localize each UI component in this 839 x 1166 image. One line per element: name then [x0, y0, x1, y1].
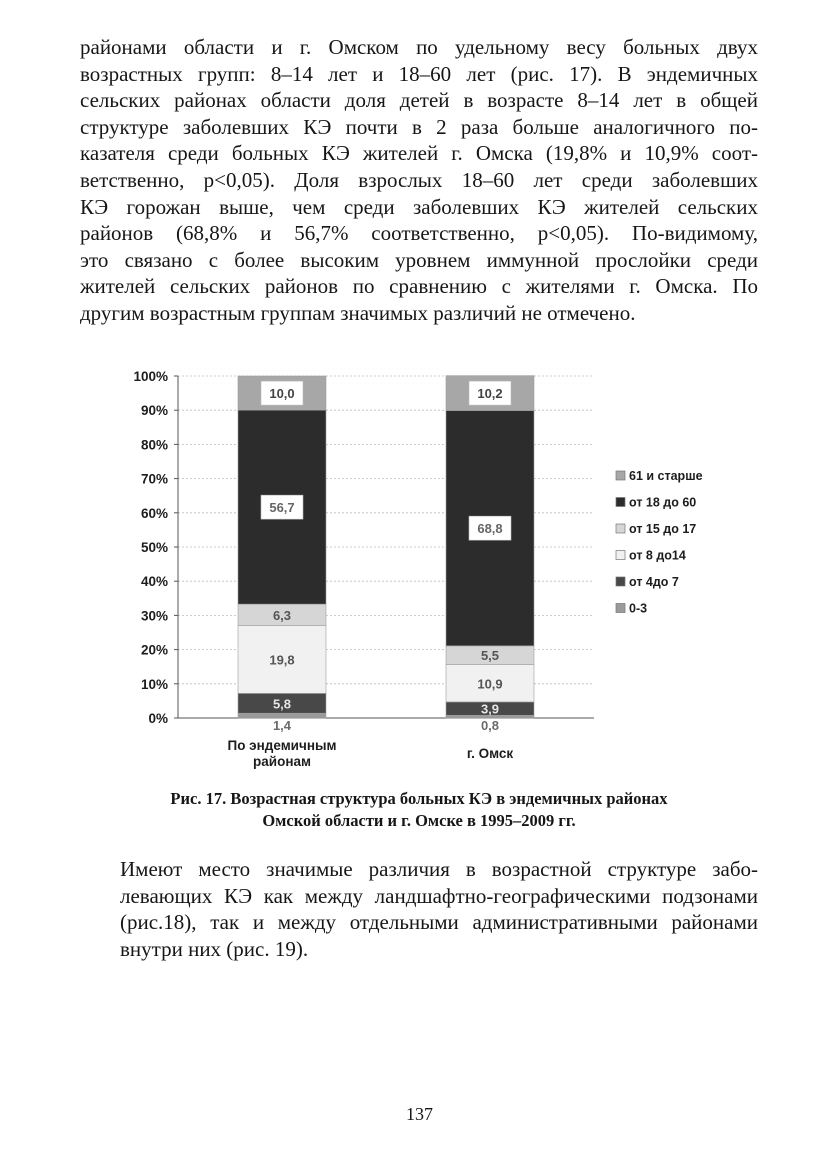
text-line: жителей сельских районов по сравнению с жителями г. Омска. По [80, 274, 758, 299]
text-line: другим возрастным группам значимых различий не отмечено. [80, 300, 636, 325]
legend-entry: от 8 до14 [629, 548, 686, 563]
text-line: Имеют место значимые различия в возрастной структуре забо- [120, 857, 758, 881]
legend-swatch [616, 498, 625, 507]
text-line: сельских районах области доля детей в возрасте 8–14 лет в общей [80, 88, 758, 113]
text-line: КЭ горожан выше, чем среди заболевших КЭ жителей сельских [80, 194, 758, 219]
category-label: г. Омск [466, 746, 514, 761]
data-label: 5,5 [480, 648, 500, 664]
data-label: 3,9 [480, 701, 500, 717]
legend-swatch [616, 551, 625, 560]
text-line: внутри них (рис. 19). [120, 936, 309, 961]
data-label: 1,4 [272, 718, 292, 733]
y-tick-label: 60% [140, 505, 168, 521]
data-label: 10,9 [477, 676, 503, 692]
text-line: районами области и г. Омском по удельному весу больных двух [80, 35, 758, 59]
category-label: районам [253, 754, 311, 769]
text-line: районов (68,8% и 56,7% соответственно, p<0,05). По-видимому, [80, 221, 758, 246]
data-label: 5,8 [272, 696, 292, 712]
data-label: 56,7 [269, 500, 295, 516]
data-label: 10,2 [477, 386, 503, 402]
legend-entry: 0-3 [629, 601, 648, 616]
y-tick-label: 0% [148, 711, 168, 726]
text-line: казателя среди больных КЭ жителей г. Омска (19,8% и 10,9% соот- [80, 141, 758, 166]
legend-entry: от 18 до 60 [629, 495, 697, 510]
y-tick-label: 30% [140, 608, 168, 624]
legend-entry: от 15 до 17 [629, 522, 697, 536]
legend-entry: 61 и старше [629, 469, 703, 483]
category-label: По эндемичным [227, 738, 337, 753]
y-tick-label: 50% [140, 540, 168, 555]
figure-caption [80, 788, 758, 832]
stacked-bar-chart [118, 360, 738, 780]
y-tick-label: 20% [140, 642, 168, 658]
data-label: 68,8 [477, 521, 503, 537]
data-label: 0,8 [480, 718, 500, 733]
paragraph-intro [80, 34, 758, 327]
data-label: 6,3 [272, 607, 292, 623]
text-line: это связано с более высоким уровнем иммунной прослойки среди [80, 247, 758, 272]
caption-line: Рис. 17. Возрастная структура больных КЭ в эндемичных районах [170, 789, 668, 808]
y-tick-label: 100% [133, 369, 168, 384]
legend-swatch [616, 577, 625, 586]
legend-entry: от 4до 7 [629, 575, 679, 589]
legend-swatch [616, 524, 625, 533]
y-tick-label: 10% [140, 676, 168, 692]
y-tick-label: 70% [140, 471, 168, 487]
chart-svg [118, 360, 738, 780]
caption-line: Омской области и г. Омске в 1995–2009 гг. [262, 811, 576, 830]
text-line: структуре заболевших КЭ почти в 2 раза больше аналогичного по- [80, 114, 758, 139]
data-label: 10,0 [269, 386, 295, 402]
text-line: ветственно, p<0,05). Доля взрослых 18–60 лет среди заболевших [80, 167, 758, 192]
legend-swatch [616, 604, 625, 613]
text-line: возрастных групп: 8–14 лет и 18–60 лет (рис. 17). В эндемичных [80, 61, 758, 86]
data-label: 19,8 [269, 652, 295, 668]
page-number: 137 [406, 1104, 433, 1124]
y-tick-label: 40% [140, 574, 168, 590]
paragraph-conclusion [80, 856, 758, 962]
legend-swatch [616, 471, 625, 480]
text-line: левающих КЭ как между ландшафтно-географическими подзонами [120, 883, 758, 908]
text-line: (рис.18), так и между отдельными административными районами [120, 910, 758, 935]
y-tick-label: 90% [140, 403, 168, 419]
y-tick-label: 80% [140, 437, 168, 453]
